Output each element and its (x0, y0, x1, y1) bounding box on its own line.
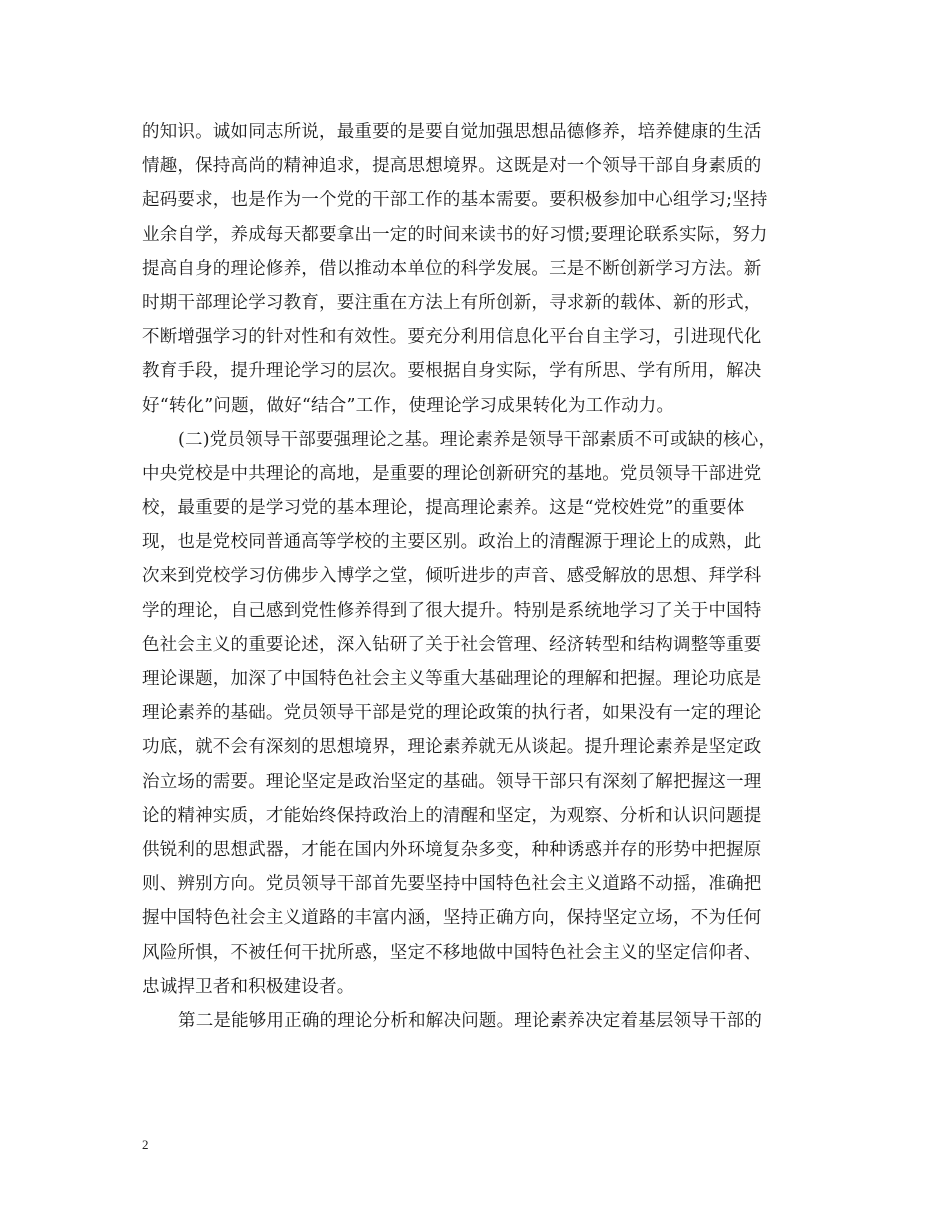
text-line: 论的精神实质，才能始终保持政治上的清醒和坚定，为观察、分析和认识问题提 (142, 805, 762, 826)
text-line: 则、辨别方向。党员领导干部首先要坚持中国特色社会主义道路不动摇，准确把 (142, 874, 762, 895)
text-line: 握中国特色社会主义道路的丰富内涵，坚持正确方向，保持坚定立场，不为任何 (142, 908, 762, 929)
text-line: 供锐利的思想武器，才能在国内外环境复杂多变，种种诱惑并存的形势中把握原 (142, 839, 762, 860)
text-line: 起码要求，也是作为一个党的干部工作的基本需要。要积极参加中心组学习;坚持 (142, 190, 768, 211)
paragraph-first-line: (二)党员领导干部要强理论之基。理论素养是领导干部素质不可或缺的核心， (178, 429, 777, 450)
text-line: 次来到党校学习仿佛步入博学之堂，倾听进步的声音、感受解放的思想、拜学科 (142, 566, 762, 587)
text-line: 时期干部理论学习教育，要注重在方法上有所创新，寻求新的载体、新的形式， (142, 292, 762, 313)
text-line: 中央党校是中共理论的高地，是重要的理论创新研究的基地。党员领导干部进党 (142, 463, 762, 484)
text-line: 治立场的需要。理论坚定是政治坚定的基础。领导干部只有深刻了解把握这一理 (142, 771, 762, 792)
text-line: 情趣，保持高尚的精神追求，提高思想境界。这既是对一个领导干部自身素质的 (142, 156, 762, 177)
body-text (142, 115, 814, 1038)
text-line: 忠诚捍卫者和积极建设者。 (142, 976, 355, 997)
text-line: 的知识。诚如同志所说，最重要的是要自觉加强思想品德修养，培养健康的生活 (142, 122, 762, 142)
text-line: 理论素养的基础。党员领导干部是党的理论政策的执行者，如果没有一定的理论 (142, 703, 762, 724)
text-line: 理论课题，加深了中国特色社会主义等重大基础理论的理解和把握。理论功底是 (142, 669, 762, 689)
text-line: 业余自学，养成每天都要拿出一定的时间来读书的好习惯;要理论联系实际，努力 (142, 224, 768, 245)
text-line: 好“转化”问题，做好“结合”工作，使理论学习成果转化为工作动力。 (142, 395, 675, 416)
page-number: 2 (142, 1137, 149, 1152)
text-line: 功底，就不会有深刻的思想境界，理论素养就无从谈起。提升理论素养是坚定政 (142, 737, 762, 758)
text-line: 校，最重要的是学习党的基本理论，提高理论素养。这是“党校姓党”的重要体 (142, 498, 745, 519)
text-line: 现，也是党校同普通高等学校的主要区别。政治上的清醒源于理论上的成熟，此 (142, 532, 762, 553)
text-line: 学的理论，自己感到党性修养得到了很大提升。特别是系统地学习了关于中国特 (142, 600, 762, 621)
text-line: 提高自身的理论修养，借以推动本单位的科学发展。三是不断创新学习方法。新 (142, 258, 762, 279)
text-line: 风险所惧，不被任何干扰所惑，坚定不移地做中国特色社会主义的坚定信仰者、 (142, 942, 762, 963)
paragraph-first-line: 第二是能够用正确的理论分析和解决问题。理论素养决定着基层领导干部的 (178, 1010, 763, 1031)
text-line: 不断增强学习的针对性和有效性。要充分利用信息化平台自主学习，引进现代化 (142, 327, 762, 348)
text-line: 色社会主义的重要论述，深入钻研了关于社会管理、经济转型和结构调整等重要 (142, 634, 762, 655)
text-line: 教育手段，提升理论学习的层次。要根据自身实际，学有所思、学有所用，解决 (142, 361, 762, 382)
